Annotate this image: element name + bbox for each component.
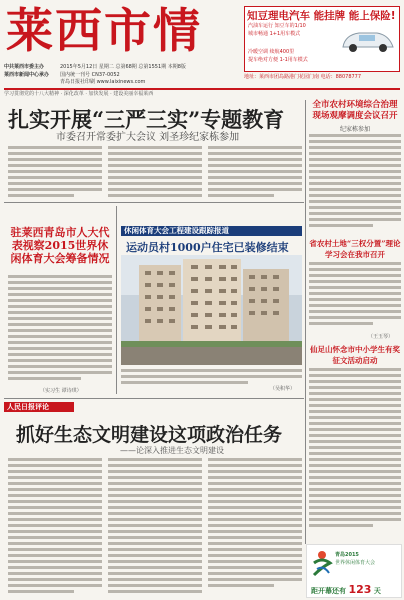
car-icon (337, 25, 397, 55)
lead-headline[interactable]: 扎实开展“三严三实”专题教育 (8, 107, 285, 132)
lead-subheadline: 市委召开常委扩大会议 刘圣珍纪家栋参加 (56, 132, 240, 143)
commentary-body (8, 458, 302, 596)
divider (116, 206, 117, 394)
right-story1-subheadline: 纪家栋参加 (339, 126, 370, 133)
info-serial: 国内统一刊号 CN37-0052 (60, 72, 120, 78)
right-story2-body (309, 262, 401, 328)
logo-text: 青岛2015 (335, 552, 359, 558)
section-kicker: 人民日报评论 (4, 402, 74, 412)
right-story1-body (309, 134, 401, 244)
right-story3-headline[interactable]: 仙足山怀念市中小学生有奖征文活动启动 (310, 345, 400, 365)
event-countdown-box[interactable] (306, 544, 402, 598)
text-column (108, 146, 202, 198)
left-story-headline[interactable]: 驻莱西青岛市人大代表视察2015世界休闲体育大会筹备情况 (10, 226, 110, 265)
countdown-days: 123 (348, 583, 372, 596)
topline-slogan: 学习贯彻党的十八大精神 · 深化改革 · 加快发展 · 建设美丽幸福莱西 (4, 91, 154, 97)
divider (305, 100, 306, 544)
ad-line: 冷暖空调 续航400里 (248, 49, 295, 55)
info-organizer: 莱西市新闻中心承办 (4, 72, 50, 78)
info-publisher: 中共莱西市委主办 (4, 64, 45, 70)
lead-article-body (8, 146, 302, 198)
countdown-text (311, 583, 381, 596)
text-column (8, 275, 112, 385)
byline: （王玉琴） (368, 334, 394, 340)
masthead-info (4, 64, 240, 86)
right-story2-headline[interactable]: 省农村土地“三权分置”理论学习会在我市召开 (309, 239, 401, 259)
info-printer: 青岛日报社印刷 www.laixinews.com (60, 79, 146, 85)
leisure-games-logo-icon (311, 549, 333, 577)
text-column (8, 458, 102, 596)
text-column (208, 146, 302, 198)
divider (4, 398, 304, 399)
text-column (208, 458, 302, 596)
left-story-body (8, 275, 112, 385)
car-advertisement[interactable] (244, 6, 400, 72)
text-column (8, 146, 102, 198)
photo-credit: （吴积华） (270, 386, 296, 392)
right-story1-headline[interactable]: 全市农村环境综合治理现场观摩调度会议召开 (312, 100, 398, 121)
ad-address: 地址：莱西市团岛路港门花园门南 电话：88078777 (244, 74, 362, 80)
text-column (108, 458, 202, 596)
text-column (309, 368, 401, 540)
text-column (309, 262, 401, 328)
info-date-issue: 2015年5月12日 星期二 总第68期 总第1551期 本期8版 (60, 64, 186, 70)
logo-text: 世界休闲体育大会 (335, 560, 376, 566)
right-story3-body (309, 368, 401, 528)
photo-story-kicker: 休闲体育大会工程建设跟踪报道 (124, 226, 229, 235)
ad-line: 城市畅通 1+1用车模式 (248, 31, 301, 37)
ad-headline: 知豆理电汽车 能挂牌 能上保险! (247, 10, 396, 22)
residential-building-photo[interactable] (121, 255, 302, 365)
countdown-prefix: 距开幕还有 (311, 587, 346, 595)
divider (4, 202, 304, 203)
byline: （实习生 谭诗琪） (40, 388, 82, 394)
commentary-headline[interactable]: 抓好生态文明建设这项政治任务 (16, 424, 283, 446)
ad-line: 汽油车运行 知豆车的1/10 (248, 23, 306, 29)
text-column (309, 134, 401, 234)
commentary-subheadline: ——论深入推进生态文明建设 (120, 446, 224, 455)
countdown-suffix: 天 (373, 587, 381, 595)
ad-line: 提车绝对方便 1-1用车模式 (248, 57, 308, 63)
newspaper-masthead: 莱西市情 (6, 4, 202, 59)
photo-story-headline[interactable]: 运动员村1000户住宅已装修结束 (126, 241, 289, 254)
